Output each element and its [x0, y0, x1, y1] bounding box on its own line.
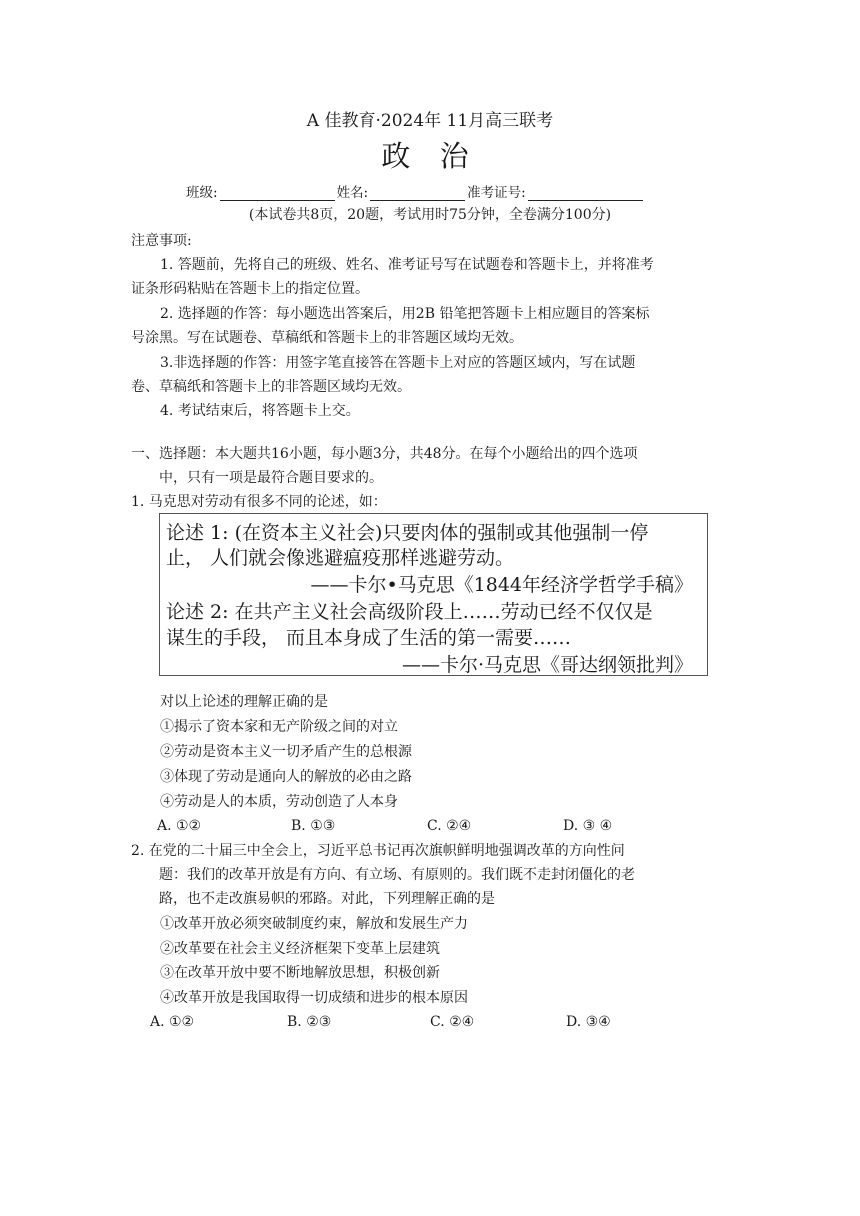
quote-source-2: ——卡尔·马克思《哥达纲领批判》 — [401, 654, 693, 676]
notice-item-1-line2: 证条形码粘贴在答题卡上的指定位置。 — [131, 281, 369, 297]
q2-stem-line3: 路，也不走改旗易帜的邪路。对此，下列理解正确的是 — [159, 891, 495, 907]
exam-note: (本试卷共8页，20题，考试用时75分钟，全卷满分100分) — [248, 207, 612, 223]
quote-line-4: 论述 2: 在共产主义社会高级阶段上……劳动已经不仅仅是 — [166, 601, 653, 623]
q1-statement-1: ①揭示了资本家和无产阶级之间的对立 — [160, 719, 398, 735]
name-label: 姓名: — [336, 185, 369, 201]
student-info-row — [186, 181, 645, 201]
id-label: 准考证号: — [467, 185, 526, 201]
q2-option-b[interactable]: B. ②③ — [287, 1014, 332, 1030]
name-blank — [370, 186, 465, 201]
q1-option-a[interactable]: A. ①② — [157, 818, 202, 834]
q2-statement-4: ④改革开放是我国取得一切成绩和进步的根本原因 — [160, 990, 468, 1006]
quote-source-1: ——卡尔•马克思《1844年经济学哲学手稿》 — [310, 574, 693, 596]
q1-statement-4: ④劳动是人的本质，劳动创造了人本身 — [160, 794, 398, 810]
notice-item-2-line2: 号涂黑。写在试题卷、草稿纸和答题卡上的非答题区域均无效。 — [131, 330, 523, 346]
q2-option-c[interactable]: C. ②④ — [430, 1014, 475, 1030]
q2-option-d[interactable]: D. ③④ — [566, 1014, 611, 1030]
quote-line-2: 止， 人们就会像逃避瘟疫那样逃避劳动。 — [166, 547, 515, 569]
q2-option-a[interactable]: A. ①② — [150, 1014, 195, 1030]
exam-title: A 佳教育·2024年 11月高三联考 — [306, 111, 554, 131]
notice-item-4: 4. 考试结束后，将答题卡上交。 — [160, 403, 360, 419]
notice-item-2-line1: 2. 选择题的作答：每小题选出答案后，用2B 铅笔把答题卡上相应题目的答案标 — [160, 306, 650, 322]
q1-prompt: 对以上论述的理解正确的是 — [160, 694, 328, 710]
q2-statement-3: ③在改革开放中要不断地解放思想，积极创新 — [160, 965, 440, 981]
q2-statement-1: ①改革开放必须突破制度约束，解放和发展生产力 — [160, 916, 468, 932]
q1-quote-box — [159, 513, 708, 676]
notice-title: 注意事项: — [131, 233, 192, 249]
notice-item-3-line2: 卷、草稿纸和答题卡上的非答题区域均无效。 — [131, 379, 411, 395]
quote-line-5: 谋生的手段， 而且本身成了生活的第一需要…… — [166, 627, 572, 649]
q1-statement-3: ③体现了劳动是通向人的解放的必由之路 — [160, 769, 412, 785]
q1-option-c[interactable]: C. ②④ — [427, 818, 472, 834]
id-blank — [528, 186, 643, 201]
class-blank — [220, 186, 335, 201]
q2-statement-2: ②改革要在社会主义经济框架下变革上层建筑 — [160, 941, 440, 957]
q1-option-b[interactable]: B. ①③ — [291, 818, 336, 834]
q2-stem-line2: 题：我们的改革开放是有方向、有立场、有原则的。我们既不走封闭僵化的老 — [159, 867, 635, 883]
q1-statement-2: ②劳动是资本主义一切矛盾产生的总根源 — [160, 744, 412, 760]
notice-item-1-line1: 1. 答题前，先将自己的班级、姓名、准考证号写在试题卷和答题卡上，并将准考 — [160, 257, 654, 273]
q1-stem: 1. 马克思对劳动有很多不同的论述，如： — [131, 494, 387, 510]
q1-option-d[interactable]: D. ③ ④ — [563, 818, 613, 834]
q2-stem-line1: 2. 在党的二十届三中全会上，习近平总书记再次旗帜鲜明地强调改革的方向性问 — [131, 843, 625, 859]
notice-item-3-line1: 3.非选择题的作答：用签字笔直接答在答题卡上对应的答题区域内，写在试题 — [160, 355, 636, 371]
quote-line-1: 论述 1: (在资本主义社会)只要肉体的强制或其他强制一停 — [166, 522, 649, 544]
subject-title: 政 治 — [381, 139, 479, 173]
section-heading-line2: 中，只有一项是最符合题目要求的。 — [159, 470, 383, 486]
section-heading-line1: 一、选择题：本大题共16小题，每小题3分，共48分。在每个小题给出的四个选项 — [131, 446, 638, 462]
class-label: 班级: — [186, 185, 218, 201]
